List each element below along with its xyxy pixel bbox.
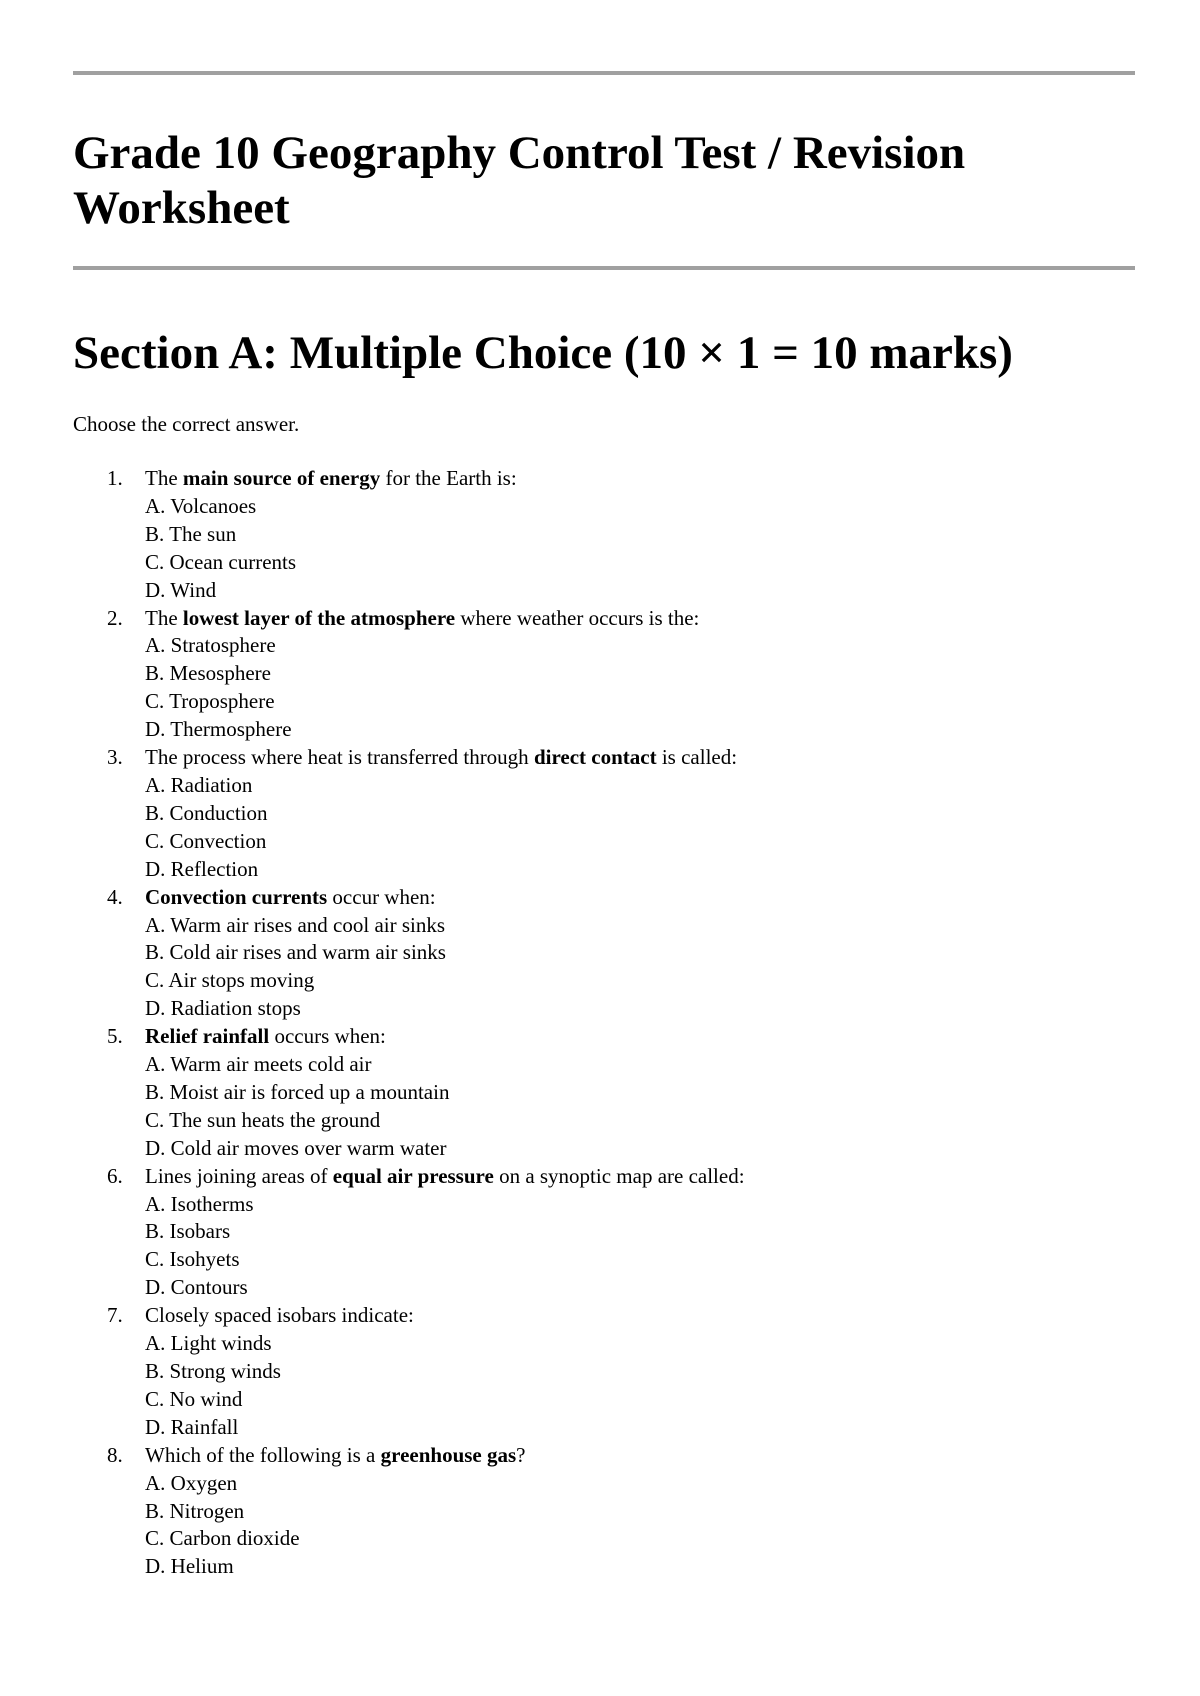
stem-text: where weather occurs is the: xyxy=(455,605,700,630)
answer-option: A. Warm air rises and cool air sinks xyxy=(145,912,446,937)
stem-keyword: equal air pressure xyxy=(332,1163,494,1188)
stem-keyword: direct contact xyxy=(533,745,657,770)
answer-option: D. Helium xyxy=(145,1554,234,1579)
answer-option: D. Cold air moves over warm water xyxy=(145,1135,447,1160)
answer-option: D. Reflection xyxy=(145,856,259,881)
question-item xyxy=(73,465,1135,605)
stem-text: ? xyxy=(516,1442,526,1467)
question-number: 8. xyxy=(107,1442,123,1467)
stem-keyword: Convection currents xyxy=(145,884,328,909)
section-a-instruction: Choose the correct answer. xyxy=(73,412,300,436)
answer-option: D. Radiation stops xyxy=(145,996,301,1021)
answer-option: A. Warm air meets cold air xyxy=(145,1052,372,1077)
question-number: 1. xyxy=(107,466,123,490)
stem-keyword: Relief rainfall xyxy=(145,1024,270,1049)
answer-option: B. Conduction xyxy=(145,800,268,825)
answer-option: B. Nitrogen xyxy=(145,1498,245,1523)
answer-option: C. Troposphere xyxy=(145,689,275,714)
question-stem xyxy=(145,745,737,769)
question-number: 4. xyxy=(107,884,123,909)
question-stem xyxy=(145,885,436,909)
question-number: 6. xyxy=(107,1163,123,1188)
stem-text: The xyxy=(145,466,183,490)
stem-keyword: greenhouse gas xyxy=(380,1442,517,1467)
stem-text: The process where heat is transferred through xyxy=(145,745,534,770)
stem-text: Closely spaced isobars indicate: xyxy=(145,1303,414,1328)
question-stem xyxy=(145,1303,414,1327)
question-item xyxy=(73,1302,1135,1442)
answer-option: A. Light winds xyxy=(145,1331,272,1356)
stem-text: on a synoptic map are called: xyxy=(493,1163,745,1188)
answer-option: D. Contours xyxy=(145,1275,248,1300)
answer-option: C. Isohyets xyxy=(145,1247,240,1272)
question-item xyxy=(73,884,1135,1024)
question-number: 2. xyxy=(107,605,123,630)
question-stem xyxy=(145,1443,526,1467)
question-stem xyxy=(145,466,517,490)
answer-option: B. Cold air rises and warm air sinks xyxy=(145,940,446,965)
stem-text: Lines joining areas of xyxy=(145,1163,333,1188)
section-a-heading: Section A: Multiple Choice (10 × 1 = 10 marks) xyxy=(73,327,1013,379)
answer-option: C. Air stops moving xyxy=(145,968,315,993)
top-divider xyxy=(73,71,1135,75)
question-number: 5. xyxy=(107,1024,123,1049)
stem-text: The xyxy=(145,605,183,630)
question-stem xyxy=(145,1024,386,1048)
answer-option: C. No wind xyxy=(145,1386,243,1411)
answer-option: C. Convection xyxy=(145,828,267,853)
answer-option: D. Thermosphere xyxy=(145,717,292,742)
question-number: 3. xyxy=(107,745,123,770)
answer-option: B. Isobars xyxy=(145,1219,231,1244)
answer-option: A. Isotherms xyxy=(145,1191,254,1216)
answer-option: B. Mesosphere xyxy=(145,661,271,686)
question-item xyxy=(73,744,1135,884)
answer-option: C. Ocean currents xyxy=(145,549,297,574)
question-stem xyxy=(145,1164,745,1188)
answer-option: D. Rainfall xyxy=(145,1414,239,1439)
title-divider xyxy=(73,266,1135,270)
answer-option: D. Wind xyxy=(145,577,217,602)
stem-text: occurs when: xyxy=(269,1024,386,1049)
answer-option: B. Moist air is forced up a mountain xyxy=(145,1079,450,1104)
question-list xyxy=(73,465,1135,1581)
page-title: Grade 10 Geography Control Test / Revision Worksheet xyxy=(73,127,966,234)
question-stem xyxy=(145,606,699,630)
stem-keyword: main source of energy xyxy=(182,466,381,490)
answer-option: C. The sun heats the ground xyxy=(145,1107,381,1132)
stem-keyword: lowest layer of the atmosphere xyxy=(182,605,456,630)
answer-option: A. Radiation xyxy=(145,772,253,797)
question-number: 7. xyxy=(107,1303,123,1328)
stem-text: occur when: xyxy=(327,884,436,909)
answer-option: A. Oxygen xyxy=(145,1470,238,1495)
question-item xyxy=(73,1023,1135,1163)
answer-option: B. The sun xyxy=(145,521,237,546)
answer-option: A. Stratosphere xyxy=(145,633,276,658)
question-item xyxy=(73,605,1135,745)
stem-text: Which of the following is a xyxy=(145,1442,381,1467)
answer-option: B. Strong winds xyxy=(145,1359,281,1383)
stem-text: is called: xyxy=(656,745,738,770)
question-item xyxy=(73,1442,1135,1582)
answer-option: C. Carbon dioxide xyxy=(145,1526,300,1551)
stem-text: for the Earth is: xyxy=(380,466,517,490)
answer-option: A. Volcanoes xyxy=(145,493,257,518)
question-item xyxy=(73,1163,1135,1303)
